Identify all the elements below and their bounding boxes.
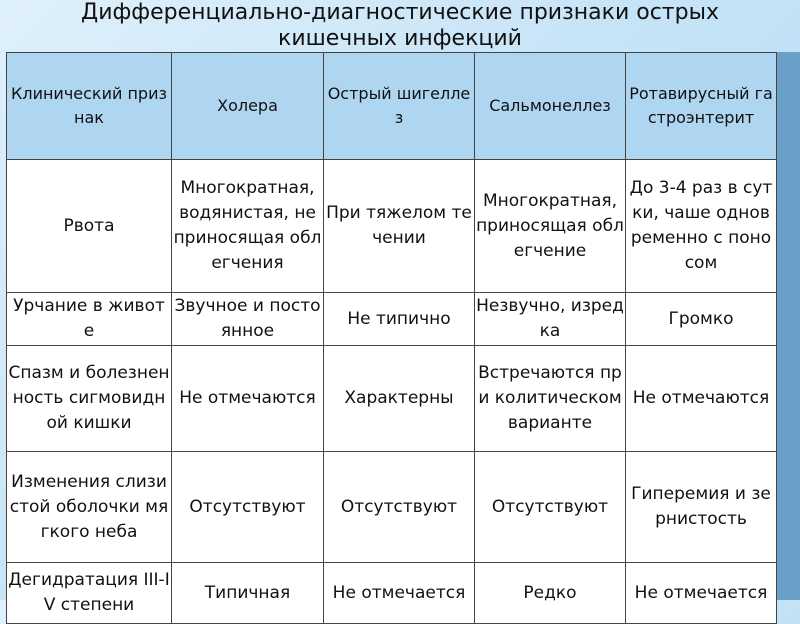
cell-salmonellosis: Встречаются при колитическом варианте [475,346,626,452]
slide-title-line-1: Дифференциально-диагностические признаки острых [81,0,719,25]
cell-cholera: Не отмечаются [172,346,324,452]
cell-rotavirus: Не отмечается [626,563,777,624]
cell-salmonellosis: Отсутствуют [475,452,626,563]
cell-sign: Изменения слизистой оболочки мягкого неба [7,452,172,563]
decorative-side-bar [777,52,800,600]
cell-sign: Дегидратация III-IV степени [7,563,172,624]
cell-cholera: Отсутствуют [172,452,324,563]
slide-title-line-2: кишечных инфекций [278,26,522,51]
table-row [7,563,777,624]
diagnostic-table [6,52,777,624]
cell-sign: Урчание в животе [7,293,172,346]
cell-shigellosis: Не типично [324,293,475,346]
cell-cholera: Многократная, водянистая, не приносящая облегчения [172,160,324,293]
cell-shigellosis: Не отмечается [324,563,475,624]
table-row [7,452,777,563]
cell-salmonellosis: Редко [475,563,626,624]
cell-sign: Спазм и болезненность сигмовидной кишки [7,346,172,452]
cell-shigellosis: Характерны [324,346,475,452]
cell-rotavirus: Не отмечаются [626,346,777,452]
table-row [7,160,777,293]
cell-salmonellosis: Многократная, приносящая облегчение [475,160,626,293]
header-shigellosis: Острый шигеллез [324,53,475,160]
header-salmonellosis: Сальмонеллез [475,53,626,160]
cell-shigellosis: При тяжелом течении [324,160,475,293]
table-row [7,346,777,452]
header-rotavirus: Ротавирусный гастроэнтерит [626,53,777,160]
cell-rotavirus: Громко [626,293,777,346]
cell-cholera: Типичная [172,563,324,624]
cell-salmonellosis: Незвучно, изредка [475,293,626,346]
cell-shigellosis: Отсутствуют [324,452,475,563]
table-header-row [7,53,777,160]
cell-rotavirus: Гиперемия и зернистость [626,452,777,563]
table-row [7,293,777,346]
cell-cholera: Звучное и постоянное [172,293,324,346]
cell-rotavirus: До 3-4 раз в сутки, чаше одновременно с поносом [626,160,777,293]
header-clinical-sign: Клинический признак [7,53,172,160]
header-cholera: Холера [172,53,324,160]
cell-sign: Рвота [7,160,172,293]
slide-title [0,0,800,54]
